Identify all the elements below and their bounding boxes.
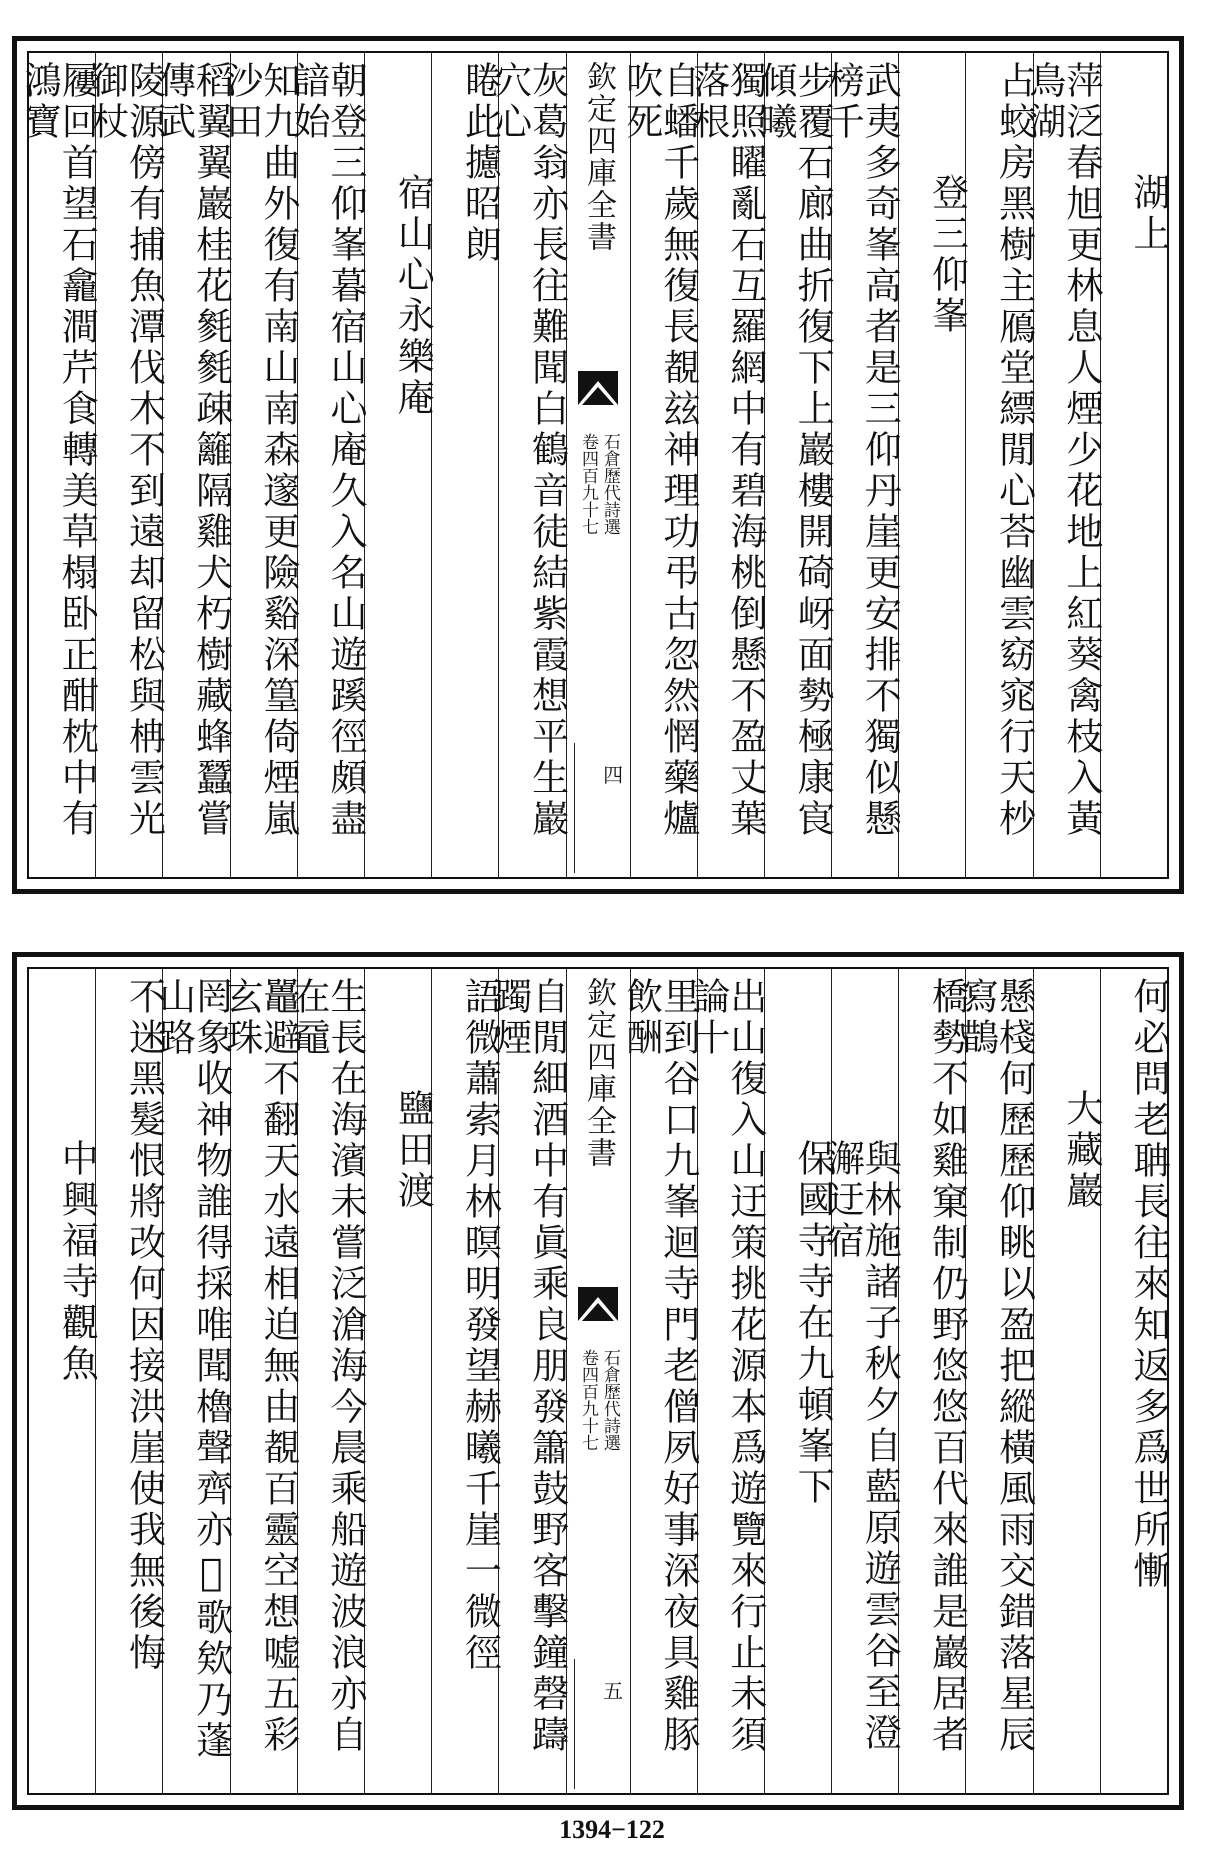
heading-column	[898, 53, 969, 877]
heading-column	[364, 53, 435, 877]
heading-column	[29, 969, 99, 1793]
text-column	[821, 53, 902, 877]
poem-title: 中興福寺觀魚	[55, 1139, 99, 1385]
text-column	[219, 53, 300, 877]
poem-line: 朝登三仰峯暮宿山心庵久入名山遊蹊徑頗盡諳始	[287, 61, 368, 840]
heading-column	[821, 969, 902, 1793]
fold-book-title: 欽定四庫全書	[581, 977, 617, 1169]
poem-title: 保國寺寺在九頓峯下	[791, 1139, 835, 1508]
text-column	[686, 969, 767, 1793]
fold-rule	[574, 743, 575, 873]
text-column	[488, 969, 569, 1793]
fold-rule	[574, 1659, 575, 1789]
poem-title: 登三仰峯	[925, 173, 969, 337]
poem-line: 陵源傍有捕魚潭伐木不到遠却留松與柟雲光御杖	[85, 61, 166, 840]
lower-page-columns	[27, 967, 1169, 1795]
poem-line: 武夷多奇峯高者是三仰丹崖更安排不獨似懸榜千	[821, 61, 902, 840]
poem-line: 出山復入山迂策挑花源本爲遊覽來行止未須論十	[686, 977, 767, 1756]
poem-line: 睠此攄昭朗	[458, 61, 502, 266]
text-column	[152, 969, 233, 1793]
fold-collection-name: 石倉歷代詩選	[599, 1349, 620, 1451]
text-column	[1022, 53, 1103, 877]
poem-line: 灰葛翁亦長往難聞白鶴音徒結紫霞想平生巖穴心	[488, 61, 569, 840]
text-column	[152, 53, 233, 877]
text-column	[955, 969, 1036, 1793]
poem-line: 自閒細酒中有眞乘良朋發簫鼓野客擊鐘磬躊躅煙	[488, 977, 569, 1756]
poem-title: 湖上	[1127, 173, 1170, 255]
poem-title: 鹽田渡	[391, 1089, 435, 1212]
poem-line: 萍泛春旭更林息人煙少花地上紅葵禽枝入黃鳥湖	[1022, 61, 1103, 840]
poem-title: 與林施諸子秋夕自藍原遊雲谷至澄澥迂宿	[821, 1139, 902, 1754]
text-column	[18, 53, 99, 877]
lower-page	[12, 952, 1184, 1810]
text-column	[619, 53, 700, 877]
poem-line: 占蛟房黑樹主鴈堂縹閒心荅幽雲窈窕行天杪	[992, 61, 1036, 840]
text-column	[287, 969, 368, 1793]
heading-column	[364, 969, 435, 1793]
poem-line: 不迷黑髮恨將改何因接洪崖使我無後悔	[122, 977, 166, 1674]
fold-margin-column	[566, 969, 630, 1793]
text-column	[898, 969, 969, 1793]
fold-volume-info	[578, 1349, 618, 1451]
text-column	[619, 969, 700, 1793]
poem-line: 鼉避不翻天水遠相迫無由覩百靈空想嘘五彩玄珠	[219, 977, 300, 1756]
poem-line: 稻翼翼巖桂花毿毿疎籬隔雞犬朽樹藏蜂蠶嘗傳武	[152, 61, 233, 840]
fold-volume-number: 卷四百九十七	[578, 433, 599, 535]
text-column	[686, 53, 767, 877]
fold-book-title: 欽定四庫全書	[581, 61, 617, 253]
poem-line: 步覆石廊曲折復下上巖樓開碕岈面勢極康㝗傾曦	[754, 61, 835, 840]
upper-page-columns	[18, 51, 1170, 879]
fold-volume-number: 卷四百九十七	[578, 1349, 599, 1451]
page-footer-number: 1394−122	[559, 1815, 665, 1844]
poem-line: 橋勢不如雞窠制仍野悠悠百代來誰是巖居者	[925, 977, 969, 1756]
poem-line: 知九曲外復有南山南森邃更險谿深篁倚煙嵐沙田	[219, 61, 300, 840]
poem-line: 里到谷口九峯迴寺門老僧夙好事深夜具雞豚飲酬	[619, 977, 700, 1756]
poem-line: 語微蕭索月林暝明發望赫曦千崖一微徑	[458, 977, 502, 1674]
fold-margin-column	[566, 53, 630, 877]
upper-page	[12, 36, 1184, 894]
fishtail-mark-icon	[578, 1287, 618, 1321]
poem-line: 獨照矅亂石互羅網中有碧海桃倒懸不盈丈葉落根	[686, 61, 767, 840]
poem-line: 自蟠千歲無復長覩玆神理功弔古忽然惘藥爐吹死	[619, 61, 700, 840]
text-column	[287, 53, 368, 877]
text-column	[431, 53, 502, 877]
fold-collection-name: 石倉歷代詩選	[599, 433, 620, 535]
poem-title: 宿山心永樂庵	[391, 173, 435, 419]
text-column	[965, 53, 1036, 877]
fishtail-mark-icon	[578, 371, 618, 405]
heading-column	[1033, 969, 1103, 1793]
heading-column	[764, 969, 835, 1793]
fold-page-number: 五	[603, 1679, 624, 1703]
fold-page-number: 四	[603, 763, 624, 787]
fold-volume-info	[578, 433, 618, 535]
text-column	[431, 969, 502, 1793]
poem-title: 大藏巖	[1059, 1089, 1103, 1212]
heading-column	[1100, 53, 1170, 877]
poem-line: 何必問老聃長往來知返多爲世所慚	[1127, 977, 1170, 1592]
poem-line: 屨回首望石龕澗芹食轉美草榻卧正酣枕中有鴻寶	[18, 61, 99, 840]
text-column	[85, 53, 166, 877]
poem-line: 生長在海濱未嘗泛滄海今晨乘船遊波浪亦自在黿	[287, 977, 368, 1756]
text-column	[1100, 969, 1170, 1793]
text-column	[219, 969, 300, 1793]
text-column	[488, 53, 569, 877]
poem-line: 罔象收神物誰得採唯聞櫓聲齊亦𢙣歌欸乃蓬山路	[152, 977, 233, 1762]
text-column	[754, 53, 835, 877]
text-column	[95, 969, 166, 1793]
poem-line: 懸棧何歷歷仰眺以盈把縱橫風雨交錯落星辰寫鵲	[955, 977, 1036, 1756]
